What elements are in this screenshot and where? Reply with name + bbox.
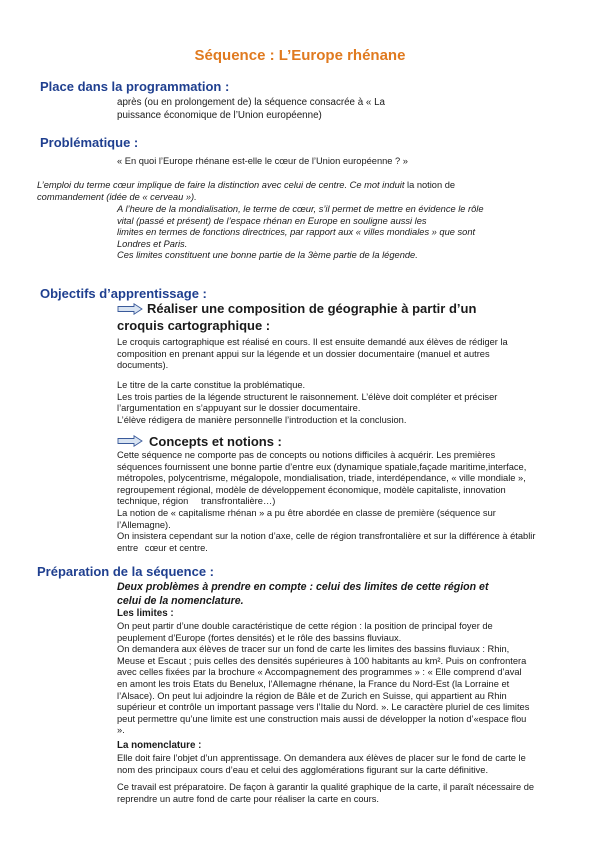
paragraph-line: reprendre un autre fond de carte pour réaliser la carte en cours. — [117, 793, 380, 804]
section-heading-problematique: Problématique : — [40, 135, 139, 150]
problematique-line2: commandement (idée de « cerveau »). — [37, 192, 197, 202]
paragraph-line — [117, 496, 535, 508]
paragraph-line: l’Allemagne). — [117, 519, 171, 530]
p4-last-a: entre — [117, 542, 139, 553]
nomenclature-heading: La nomenclature : — [117, 740, 202, 751]
problematique-line4: vital (passé et présent) de l’espace rhénan en Europe en souligne aussi les — [117, 215, 427, 226]
problematique-question: « En quoi l’Europe rhénane est-elle le cœur de l’Union européenne ? » — [117, 156, 408, 166]
objectif-sub1-line1: Réaliser une composition de géographie à partir d’un — [147, 301, 477, 316]
paragraph-line: Le croquis cartographique est réalisé en cours. Il est ensuite demandé aux élèves de rédiger la — [117, 337, 508, 347]
limites-heading: Les limites : — [117, 608, 174, 619]
section-heading-objectifs: Objectifs d’apprentissage : — [40, 286, 207, 301]
page-title: Séquence : L’Europe rhénane — [194, 47, 406, 64]
paragraph-line: Les trois parties de la légende structurent le raisonnement. L’élève doit compléter et préciser — [117, 391, 498, 402]
final-paragraph — [117, 782, 534, 805]
paragraph-line: L’élève rédigera de manière personnelle l’introduction et la conclusion. — [117, 414, 407, 425]
objectif-paragraph-2 — [117, 380, 497, 426]
nomenclature-paragraph — [117, 753, 526, 776]
section-heading-preparation: Préparation de la séquence : — [37, 564, 215, 579]
paragraph-line: peut permettre qu’une limite est une construction mais aussi de développer la notion d’«espace flou — [117, 713, 527, 724]
intro-line: Deux problèmes à prendre en compte : celui des limites de cette région et — [117, 581, 489, 593]
paragraph-line: On peut partir d’une double caractéristique de cette région : la position de principal foyer de — [117, 621, 493, 631]
paragraph-line: On insistera cependant sur la notion d’axe, celle de région transfrontalière et sur la différence à établir — [117, 531, 536, 542]
paragraph-line: composition en prenant appui sur la légende et un dossier documentaire (manuel et autres — [117, 348, 490, 359]
problematique-line1a: L’emploi du terme cœur implique de faire la distinction avec celui de centre. Ce mot induit — [37, 180, 405, 190]
intro-line: celui de la nomenclature. — [117, 595, 244, 607]
problematique-line7: Ces limites constituent une bonne partie de la 3ème partie de la légende. — [117, 250, 418, 261]
objectif-sub1-line2: croquis cartographique : — [117, 318, 271, 333]
paragraph-line: l’argumentation en s’appuyant sur le dossier documentaire. — [117, 403, 361, 414]
problematique-line — [37, 180, 455, 192]
place-text — [117, 96, 385, 122]
paragraph-line: avec celles fixées par la brochure « Accompagnement des programmes » : « Elle comprend d’aval — [117, 667, 522, 678]
paragraph-line: documents). — [117, 360, 169, 371]
preparation-intro — [117, 580, 488, 608]
p3-last-a: technique, région — [117, 496, 189, 507]
paragraph-line: Ce travail est préparatoire. De façon à garantir la qualité graphique de la carte, il paraît nécessaire de — [117, 782, 535, 792]
paragraph-line: Le titre de la carte constitue la problématique. — [117, 380, 306, 390]
p4-last-b: cœur et centre. — [144, 542, 208, 553]
objectif-sub2: Concepts et notions : — [149, 434, 282, 449]
objectif-paragraph-1 — [117, 337, 508, 372]
p3-last-b: transfrontalière…) — [200, 496, 276, 507]
problematique-line1b: la notion de — [407, 180, 456, 190]
limites-paragraph — [117, 621, 529, 737]
objectif-paragraph-3 — [117, 450, 535, 554]
paragraph-line: peuplement d’Europe (fortes densités) et le rôle des bassins fluviaux. — [117, 632, 402, 643]
place-line: puissance économique de l’Union européenne) — [117, 110, 322, 121]
paragraph-line: On demandera aux élèves de tracer sur un fond de carte les limites des bassins fluviaux : Rhin, — [117, 644, 510, 655]
paragraph-line: l’Alsace). On peut lui adjoindre la région de Bâle et de Zurich en Suisse, qui appartient au Rhin — [117, 690, 507, 701]
arrow-right-icon — [117, 303, 143, 315]
paragraph-line: ». — [117, 725, 125, 736]
place-line: après (ou en prolongement de) la séquence consacrée à « La — [117, 97, 385, 108]
paragraph-line: métropoles, polycentrisme, mégalopole, mondialisation, triade, interdépendance, « ville mondiale », — [117, 473, 526, 484]
paragraph-line: Cette séquence ne comporte pas de concepts ou notions difficiles à acquérir. Les premières — [117, 450, 496, 460]
paragraph-line: La notion de « capitalisme rhénan » a pu être abordée en classe de première (séquence sur — [117, 507, 496, 518]
section-heading-place: Place dans la programmation : — [40, 79, 230, 94]
arrow-right-icon — [117, 435, 143, 447]
paragraph-line: regroupement régional, modèle de développement économique, modèle capitaliste, innovation — [117, 484, 506, 495]
paragraph-line: supérieur et contrôle un important passage vers l’Italie du Nord. ». Le caractère pluriel de ces limites — [117, 702, 530, 713]
problematique-line6: Londres et Paris. — [117, 238, 188, 249]
problematique-lines — [117, 204, 484, 262]
paragraph-line: nom des principaux cours d’eau et celui des agglomérations figurant sur la carte définitive. — [117, 764, 489, 775]
paragraph-line: Elle doit faire l’objet d’un apprentissage. On demandera aux élèves de placer sur le fond de carte le — [117, 753, 526, 763]
problematique-line3: A l’heure de la mondialisation, le terme de cœur, s’il permet de mettre en évidence le rôle — [117, 204, 484, 214]
problematique-line5: limites en termes de fonctions directrices, par rapport aux « villes mondiales » que sont — [117, 227, 476, 238]
paragraph-line — [117, 543, 535, 555]
paragraph-line: Meuse et Escaut ; puis celles des densités supérieures à 100 habitants au km². Puis on confrontera — [117, 655, 527, 666]
paragraph-line: en amont les trois Etats du Benelux, l’Allemagne rhénane, la France du Nord-Est (la Lorraine et — [117, 678, 510, 689]
paragraph-line: séquences fournissent une bonne partie d’entre eux (dynamique spatiale,façade maritime,interface, — [117, 461, 527, 472]
